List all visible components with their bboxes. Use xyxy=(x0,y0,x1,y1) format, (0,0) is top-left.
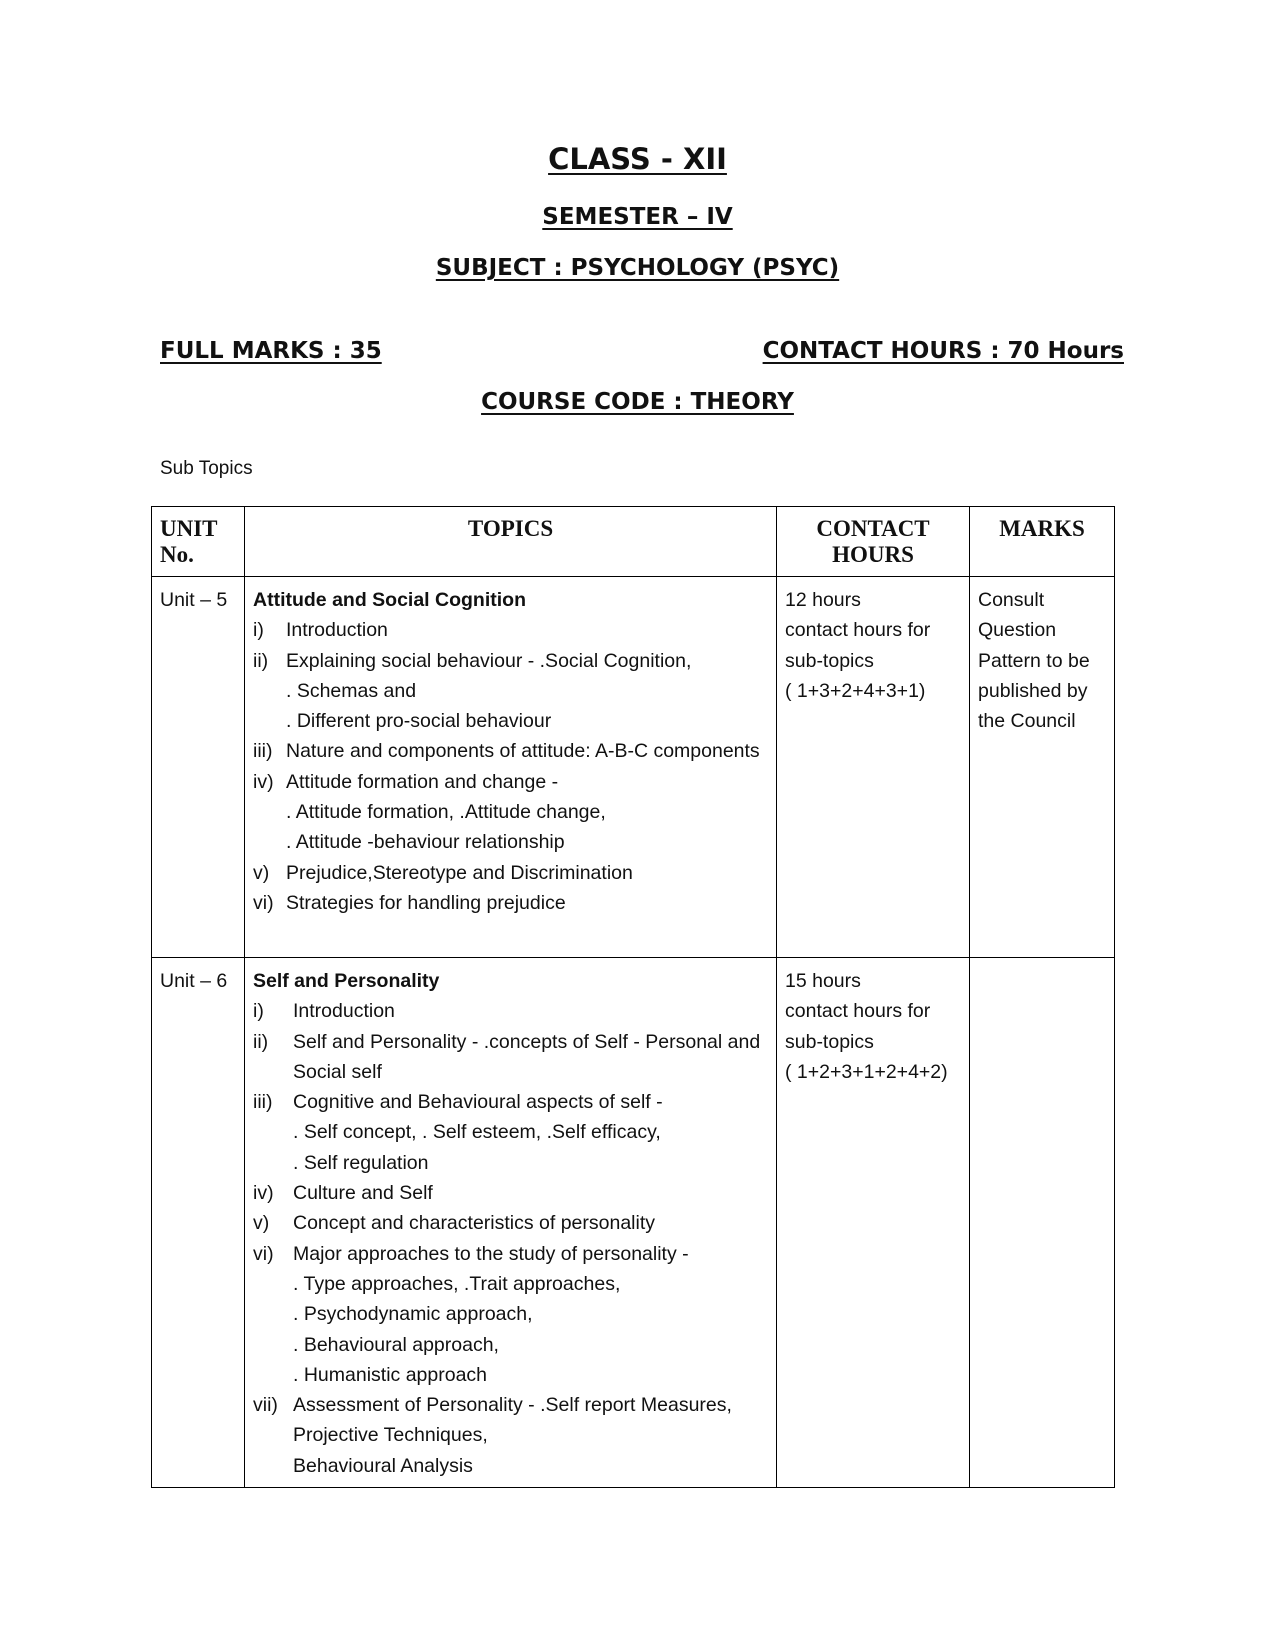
table-body xyxy=(152,577,1115,1488)
class-title: CLASS - XII xyxy=(548,142,727,176)
unit-title: Attitude and Social Cognition xyxy=(253,589,526,611)
marks-cell xyxy=(970,577,1115,958)
topic-number: iii) xyxy=(253,1091,273,1114)
header-unit-no: UNIT No. xyxy=(152,507,245,577)
topic-number: i) xyxy=(253,1000,264,1023)
topic-item xyxy=(253,1087,768,1117)
topic-item xyxy=(253,1208,768,1238)
topic-item xyxy=(253,1178,768,1208)
topic-item xyxy=(253,858,768,888)
unit-title: Self and Personality xyxy=(253,970,440,992)
topic-number: ii) xyxy=(253,1030,269,1053)
topic-item xyxy=(253,1451,768,1481)
topic-text: . Self concept, . Self esteem, .Self efficacy, xyxy=(293,1121,661,1144)
topic-item xyxy=(253,1299,768,1329)
hours-line: contact hours for xyxy=(785,619,931,642)
hours-line: sub-topics xyxy=(785,1030,874,1053)
topic-number: iii) xyxy=(253,740,273,763)
topic-text: Assessment of Personality - .Self report Measures, xyxy=(293,1394,732,1417)
topic-number: vi) xyxy=(253,1242,274,1265)
topic-number: v) xyxy=(253,861,270,884)
topic-text: . Type approaches, .Trait approaches, xyxy=(293,1272,621,1295)
semester-title: SEMESTER – IV xyxy=(542,204,733,230)
topic-item xyxy=(253,1148,768,1178)
table-header-row xyxy=(152,507,1115,577)
marks-line: published by xyxy=(978,679,1088,702)
topic-item xyxy=(253,646,768,676)
header-marks: MARKS xyxy=(970,507,1115,577)
topic-item xyxy=(253,996,768,1026)
topic-number: v) xyxy=(253,1212,270,1235)
topic-text: . Humanistic approach xyxy=(293,1363,488,1386)
topic-item xyxy=(253,1117,768,1147)
topic-item xyxy=(253,1390,768,1420)
topic-item xyxy=(253,615,768,645)
topic-number: ii) xyxy=(253,649,269,672)
topic-item xyxy=(253,736,768,766)
topic-text: Projective Techniques, xyxy=(293,1424,488,1447)
contact-hours-cell xyxy=(777,577,970,958)
marks-line: the Council xyxy=(978,710,1076,733)
topics-cell xyxy=(245,958,777,1488)
topics-cell xyxy=(245,577,777,958)
topic-text: . Behavioural approach, xyxy=(293,1333,499,1356)
topic-text: Prejudice,Stereotype and Discrimination xyxy=(286,861,633,884)
topic-item xyxy=(253,706,768,736)
topic-text: Attitude formation and change - xyxy=(286,770,559,793)
topic-text: Concept and characteristics of personality xyxy=(293,1212,656,1235)
topic-text: Cognitive and Behavioural aspects of self - xyxy=(293,1091,663,1114)
topic-text: Self and Personality - .concepts of Self - Personal and Social self xyxy=(293,1030,761,1083)
topic-item xyxy=(253,797,768,827)
topic-text: Major approaches to the study of personality - xyxy=(293,1242,689,1265)
topic-item xyxy=(253,827,768,857)
hours-line: contact hours for xyxy=(785,1000,931,1023)
full-marks: FULL MARKS : 35 xyxy=(160,338,382,364)
course-code: COURSE CODE : THEORY xyxy=(481,389,794,415)
topic-item xyxy=(253,1360,768,1390)
topic-number: i) xyxy=(253,619,264,642)
topic-text: Strategies for handling prejudice xyxy=(286,891,566,914)
syllabus-table xyxy=(151,506,1115,1488)
topic-text: Introduction xyxy=(293,1000,395,1023)
topic-text: Behavioural Analysis xyxy=(293,1454,473,1477)
topic-item xyxy=(253,1330,768,1360)
hours-line: 12 hours xyxy=(785,589,861,611)
hours-line: sub-topics xyxy=(785,649,874,672)
header-topics: TOPICS xyxy=(245,507,777,577)
topic-text: Nature and components of attitude: A-B-C components xyxy=(286,740,760,763)
topic-number: iv) xyxy=(253,1182,274,1205)
topic-text: Explaining social behaviour - .Social Cognition, xyxy=(286,649,692,672)
topic-item xyxy=(253,1027,768,1088)
topic-item xyxy=(253,767,768,797)
topic-number: iv) xyxy=(253,770,274,793)
topic-number: vi) xyxy=(253,891,274,914)
table-row xyxy=(152,577,1115,958)
contact-hours-total: CONTACT HOURS : 70 Hours xyxy=(762,338,1124,364)
topic-text: Introduction xyxy=(286,619,388,642)
topic-item xyxy=(253,1239,768,1269)
topic-text: . Attitude formation, .Attitude change, xyxy=(286,801,606,824)
header-contact-hours: CONTACT HOURS xyxy=(777,507,970,577)
contact-hours-cell xyxy=(777,958,970,1488)
topic-text: . Different pro-social behaviour xyxy=(286,710,552,733)
hours-line: ( 1+2+3+1+2+4+2) xyxy=(785,1060,948,1083)
marks-cell xyxy=(970,958,1115,1488)
topic-item xyxy=(253,888,768,918)
unit-cell: Unit – 6 xyxy=(152,958,245,1488)
hours-line: ( 1+3+2+4+3+1) xyxy=(785,679,926,702)
topic-text: . Attitude -behaviour relationship xyxy=(286,831,565,854)
topic-text: . Self regulation xyxy=(293,1151,429,1174)
hours-line: 15 hours xyxy=(785,970,861,992)
topic-text: . Psychodynamic approach, xyxy=(293,1303,533,1326)
sub-topics-label: Sub Topics xyxy=(160,458,253,479)
subject-title: SUBJECT : PSYCHOLOGY (PSYC) xyxy=(435,255,840,281)
marks-line: Question xyxy=(978,619,1057,642)
topic-item xyxy=(253,1269,768,1299)
topic-text: Culture and Self xyxy=(293,1182,433,1205)
topic-text: . Schemas and xyxy=(286,679,417,702)
marks-line: Consult xyxy=(978,589,1045,611)
marks-line: Pattern to be xyxy=(978,649,1090,672)
table-row xyxy=(152,958,1115,1488)
topic-item xyxy=(253,1420,768,1450)
topic-number: vii) xyxy=(253,1394,278,1417)
topic-item xyxy=(253,676,768,706)
unit-cell: Unit – 5 xyxy=(152,577,245,958)
